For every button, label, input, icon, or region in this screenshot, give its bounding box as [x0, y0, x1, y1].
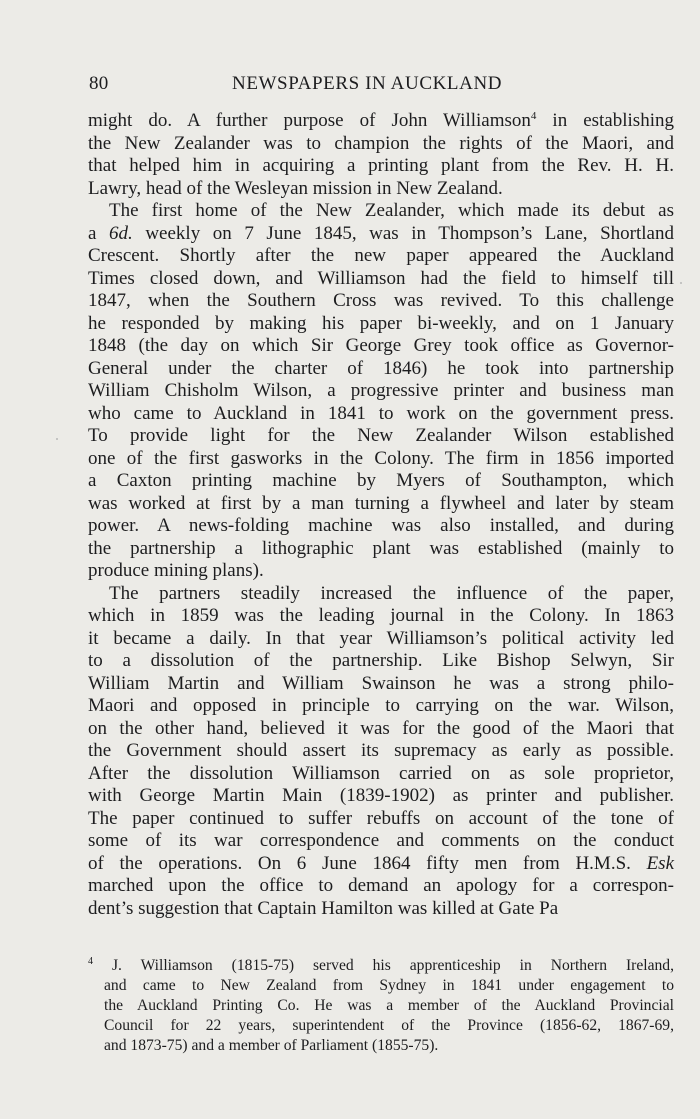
text-line [88, 133, 674, 156]
line-text: of the operations. On 6 June 1864 fifty men from H.M.S. [88, 852, 647, 874]
line-text: William Chisholm Wilson, a progressive printer and business man [88, 380, 674, 401]
line-text: the Government should assert its supremacy as early as possible. [88, 740, 674, 761]
text-line [88, 493, 674, 516]
line-text: on the other hand, believed it was for the good of the Maori that [88, 717, 674, 739]
text-line [88, 673, 674, 696]
footnote-reference: 4 [530, 110, 537, 122]
paper-speck [680, 282, 682, 284]
footnote-text: the Auckland Printing Co. He was a member of the Auckland Provincial [104, 997, 674, 1014]
text-line [88, 155, 674, 178]
line-text: who came to Auckland in 1841 to work on the government press. [88, 402, 674, 424]
footnote-marker: 4 [88, 956, 93, 967]
line-text: Times closed down, and Williamson had the field to himself till [88, 267, 674, 289]
line-text: The partners steadily increased the influence of the paper, [109, 582, 674, 604]
text-line [88, 740, 674, 763]
line-text: Crescent. Shortly after the new paper appeared the Auckland [88, 245, 674, 266]
text-line [88, 313, 674, 336]
line-text: a Caxton printing machine by Myers of Southampton, which [88, 470, 674, 491]
line-text: some of its war correspondence and comments on the conduct [88, 830, 674, 851]
text-line [88, 110, 674, 133]
footnote [88, 956, 674, 1056]
text-line [88, 425, 674, 448]
footnote-line [88, 956, 674, 976]
page-number: 80 [89, 73, 109, 94]
line-text: the partnership a lithographic plant was established (mainly to [88, 537, 674, 559]
text-line [88, 290, 674, 313]
text-line [88, 538, 674, 561]
text-line [88, 763, 674, 786]
text-line [88, 448, 674, 471]
text-line [88, 583, 674, 606]
text-line [88, 200, 674, 223]
footnote-text: J. Williamson (1815-75) served his apprenticeship in Northern Ireland, [111, 957, 674, 974]
footnote-line [88, 996, 674, 1016]
line-text: produce mining plans). [88, 560, 264, 581]
text-line [88, 830, 674, 853]
line-text: the New Zealander was to champion the rights of the Maori, and [88, 132, 674, 154]
italic-text: 6d. [109, 222, 133, 244]
line-text: After the dissolution Williamson carried on as sole proprietor, [88, 762, 674, 784]
line-text: 1848 (the day on which Sir George Grey took office as Governor- [88, 335, 674, 356]
text-line [88, 245, 674, 268]
line-text: marched upon the office to demand an apology for a correspon- [88, 875, 674, 896]
text-line [88, 718, 674, 741]
text-line [88, 898, 674, 921]
italic-text: Esk [646, 852, 674, 874]
running-title: NEWSPAPERS IN AUCKLAND [232, 73, 503, 94]
footnote-text: and came to New Zealand from Sydney in 1841 under engagement to [104, 977, 674, 994]
text-line [88, 853, 674, 876]
line-text: To provide light for the New Zealander Wilson established [88, 425, 674, 446]
line-text: a [88, 222, 110, 244]
line-text: 1847, when the Southern Cross was revived. To this challenge [88, 290, 674, 311]
footnote-line [88, 1036, 674, 1056]
line-text: The first home of the New Zealander, which made its debut as [109, 200, 674, 221]
text-line [88, 268, 674, 291]
text-line [88, 605, 674, 628]
footnote-line [88, 976, 674, 996]
body-text [88, 110, 674, 920]
paper-speck [56, 438, 58, 440]
line-text: he responded by making his paper bi-weekly, and on 1 January [88, 312, 674, 334]
line-text: General under the charter of 1846) he took into partnership [88, 357, 674, 379]
line-text: was worked at first by a man turning a flywheel and later by steam [88, 492, 674, 514]
footnote-line [88, 1016, 674, 1036]
text-line [88, 335, 674, 358]
text-line [88, 808, 674, 831]
line-text: The paper continued to suffer rebuffs on account of the tone of [88, 807, 674, 829]
text-line [88, 380, 674, 403]
text-line [88, 223, 674, 246]
text-line [88, 358, 674, 381]
line-text: which in 1859 was the leading journal in the Colony. In 1863 [88, 605, 674, 626]
line-text: one of the first gasworks in the Colony. The firm in 1856 imported [88, 447, 674, 469]
text-line [88, 650, 674, 673]
text-line [88, 875, 674, 898]
text-line [88, 403, 674, 426]
line-text: dent’s suggestion that Captain Hamilton was killed at Gate Pa [88, 897, 559, 919]
line-text: that helped him in acquiring a printing plant from the Rev. H. H. [88, 155, 674, 176]
line-text: might do. A further purpose of John Williamson [88, 110, 531, 131]
line-text: to a dissolution of the partnership. Like Bishop Selwyn, Sir [88, 650, 674, 671]
line-text-continued: in establishing [536, 110, 674, 131]
text-line [88, 785, 674, 808]
footnote-text: and 1873-75) and a member of Parliament (1855-75). [104, 1037, 439, 1054]
line-text: it became a daily. In that year Williamson’s political activity led [88, 627, 674, 649]
line-text-continued: weekly on 7 June 1845, was in Thompson’s Lane, Shortland [132, 222, 674, 244]
running-head [89, 71, 673, 97]
text-line [88, 178, 674, 201]
line-text: power. A news-folding machine was also installed, and during [88, 515, 674, 536]
line-text: Maori and opposed in principle to carrying on the war. Wilson, [88, 695, 674, 716]
line-text: William Martin and William Swainson he was a strong philo- [88, 672, 674, 694]
text-line [88, 515, 674, 538]
text-line [88, 628, 674, 651]
text-line [88, 470, 674, 493]
line-text: with George Martin Main (1839-1902) as printer and publisher. [88, 785, 674, 806]
footnote-text: Council for 22 years, superintendent of the Province (1856-62, 1867-69, [104, 1017, 674, 1034]
line-text: Lawry, head of the Wesleyan mission in New Zealand. [88, 177, 503, 199]
text-line [88, 560, 674, 583]
text-line [88, 695, 674, 718]
